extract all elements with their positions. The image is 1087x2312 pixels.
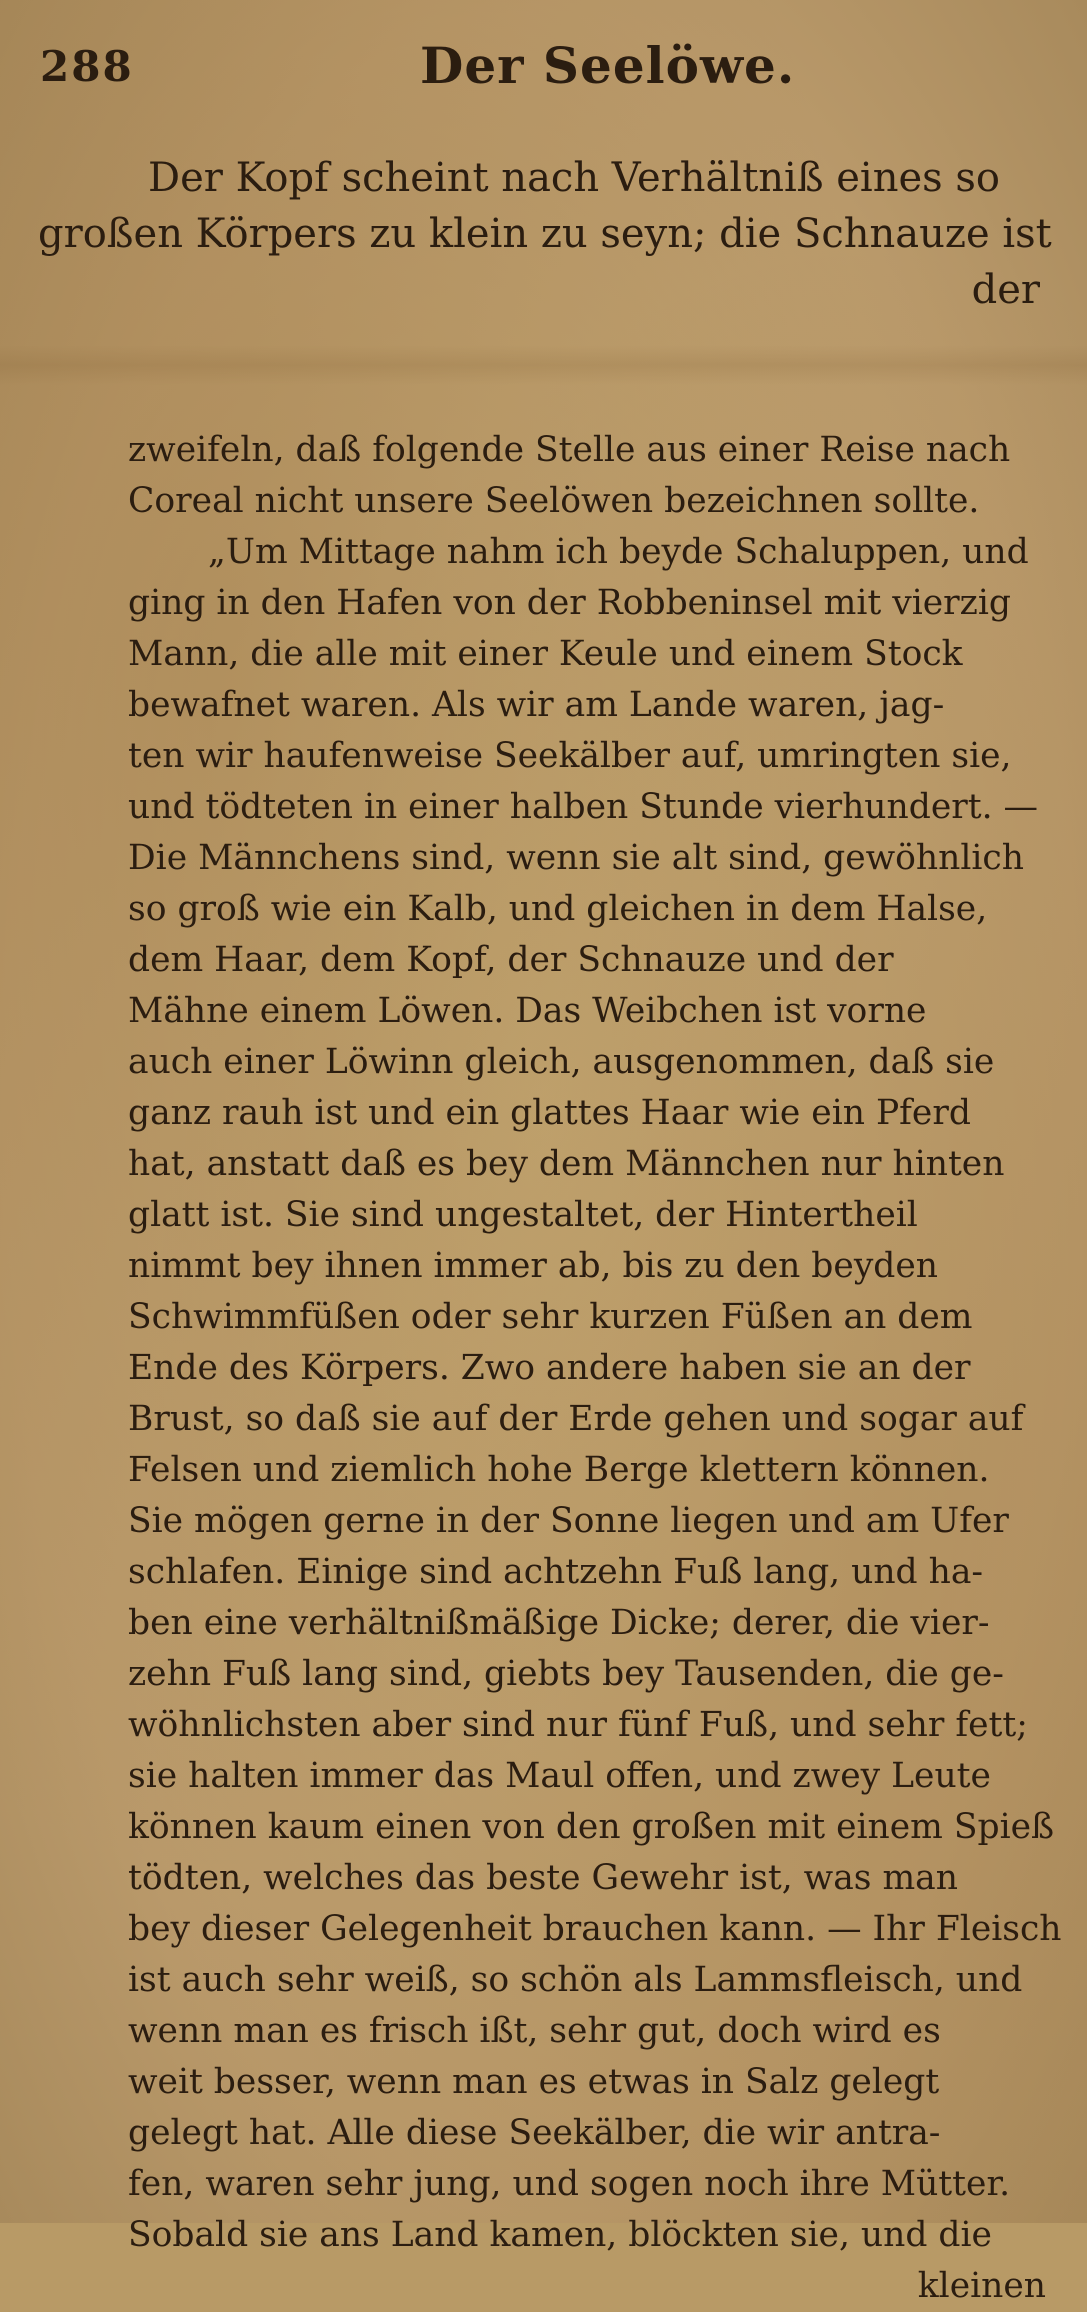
text-line: weit besser, wenn man es etwas in Salz gelegt — [128, 2062, 940, 2102]
text-line: wenn man es frisch ißt, sehr gut, doch wird es — [128, 2011, 941, 2051]
catchword: der — [971, 267, 1040, 313]
text-line: Die Männchens sind, wenn sie alt sind, gewöhnlich — [128, 838, 1024, 878]
text-line: Ende des Körpers. Zwo andere haben sie an der — [128, 1348, 971, 1388]
text-line: „Um Mittage nahm ich beyde Schaluppen, und — [208, 532, 1029, 572]
text-line: gelegt hat. Alle diese Seekälber, die wir antra- — [128, 2113, 941, 2153]
text-line: fen, waren sehr jung, und sogen noch ihre Mütter. — [128, 2164, 1011, 2204]
text-line: nimmt bey ihnen immer ab, bis zu den beyden — [128, 1246, 939, 1286]
catchword: kleinen — [917, 2266, 1046, 2306]
text-line: zehn Fuß lang sind, giebts bey Tausenden, die ge- — [128, 1654, 1004, 1694]
text-line: Sobald sie ans Land kamen, blöckten sie, und die — [128, 2215, 992, 2255]
running-title: Der Seelöwe. — [420, 36, 796, 95]
text-line: Brust, so daß sie auf der Erde gehen und sogar auf — [128, 1399, 1024, 1439]
text-line: und tödteten in einer halben Stunde vierhundert. — — [128, 787, 1039, 827]
text-line: auch einer Löwinn gleich, ausgenommen, daß sie — [128, 1042, 995, 1082]
text-line: ten wir haufenweise Seekälber auf, umringten sie, — [128, 736, 1012, 776]
text-line: wöhnlichsten aber sind nur fünf Fuß, und sehr fett; — [128, 1705, 1028, 1745]
text-line: können kaum einen von den großen mit einem Spieß — [128, 1807, 1055, 1847]
text-line: so groß wie ein Kalb, und gleichen in dem Halse, — [128, 889, 988, 929]
text-line: sie halten immer das Maul offen, und zwey Leute — [128, 1756, 991, 1796]
paste-seam — [0, 345, 1087, 385]
page-header — [40, 36, 1050, 106]
text-line: ging in den Hafen von der Robbeninsel mit vierzig — [128, 583, 1011, 623]
text-line: Mann, die alle mit einer Keule und einem Stock — [128, 634, 963, 674]
text-line: tödten, welches das beste Gewehr ist, was man — [128, 1858, 958, 1898]
text-line: ganz rauh ist und ein glattes Haar wie ein Pferd — [128, 1093, 971, 1133]
page-number: 288 — [40, 42, 134, 91]
text-line: ist auch sehr weiß, so schön als Lammsfleisch, und — [128, 1960, 1023, 2000]
text-line: großen Körpers zu klein zu seyn; die Schnauze ist — [38, 211, 1052, 257]
text-line: ben eine verhältnißmäßige Dicke; derer, die vier- — [128, 1603, 990, 1643]
text-line: Felsen und ziemlich hohe Berge klettern können. — [128, 1450, 990, 1490]
text-line: Sie mögen gerne in der Sonne liegen und am Ufer — [128, 1501, 1009, 1541]
text-line: zweifeln, daß folgende Stelle aus einer Reise nach — [128, 430, 1011, 470]
text-line: glatt ist. Sie sind ungestaltet, der Hintertheil — [128, 1195, 918, 1235]
text-line: Schwimmfüßen oder sehr kurzen Füßen an dem — [128, 1297, 973, 1337]
text-line: Der Kopf scheint nach Verhältniß eines so — [148, 155, 1001, 201]
text-line: Coreal nicht unsere Seelöwen bezeichnen sollte. — [128, 481, 980, 521]
text-line: hat, anstatt daß es bey dem Männchen nur hinten — [128, 1144, 1005, 1184]
text-line: schlafen. Einige sind achtzehn Fuß lang, und ha- — [128, 1552, 984, 1592]
text-line: bey dieser Gelegenheit brauchen kann. — Ihr Fleisch — [128, 1909, 1062, 1949]
text-line: bewafnet waren. Als wir am Lande waren, jag- — [128, 685, 945, 725]
upper-text-fragment — [38, 150, 1052, 318]
main-text-block — [128, 425, 1062, 2312]
text-line: dem Haar, dem Kopf, der Schnauze und der — [128, 940, 894, 980]
text-line: Mähne einem Löwen. Das Weibchen ist vorne — [128, 991, 927, 1031]
